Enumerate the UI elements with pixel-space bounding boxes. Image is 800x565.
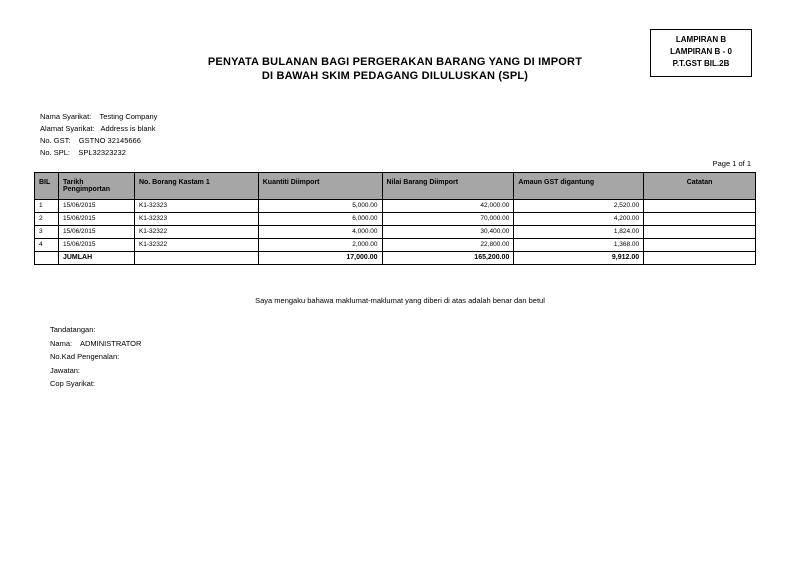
cell-amaun: 1,368.00 (514, 239, 644, 252)
total-nilai: 165,200.00 (382, 252, 514, 265)
cell-borang: K1-32323 (134, 213, 258, 226)
cell-bil: 2 (35, 213, 59, 226)
kad-pengenalan-label: No.Kad Pengenalan: (50, 352, 120, 361)
company-name-value: Testing Company (99, 112, 158, 121)
cell-nilai: 22,800.00 (382, 239, 514, 252)
total-bil-empty (35, 252, 59, 265)
report-title (160, 55, 630, 83)
cop-syarikat-label: Cop Syarikat: (50, 379, 96, 388)
table-row (35, 226, 756, 239)
header-borang: No. Borang Kastam 1 (134, 173, 258, 200)
tandatangan-label: Tandatangan: (50, 325, 96, 334)
company-address-label: Alamat Syarikat: (40, 124, 95, 133)
header-nilai: Nilai Barang Diimport (382, 173, 514, 200)
cell-catatan (644, 200, 756, 213)
cell-amaun: 4,200.00 (514, 213, 644, 226)
cell-tarikh: 15/06/2015 (58, 213, 134, 226)
cell-kuantiti: 5,000.00 (258, 200, 382, 213)
company-address-value: Address is blank (100, 124, 156, 133)
total-catatan-empty (644, 252, 756, 265)
table-header-row (35, 173, 756, 200)
total-amaun: 9,912.00 (514, 252, 644, 265)
nama-value: ADMINISTRATOR (80, 338, 142, 348)
company-name-label: Nama Syarikat: (40, 112, 92, 121)
lampiran-line3: P.T.GST BIL.2B (672, 59, 730, 68)
report-title-line1: PENYATA BULANAN BAGI PERGERAKAN BARANG YANG DI IMPORT (207, 56, 583, 68)
total-row (35, 252, 756, 265)
cell-catatan (644, 226, 756, 239)
cell-borang: K1-32322 (134, 226, 258, 239)
cell-bil: 3 (35, 226, 59, 239)
company-name-row (40, 111, 157, 123)
cell-tarikh: 15/06/2015 (58, 200, 134, 213)
cell-nilai: 42,000.00 (382, 200, 514, 213)
cell-amaun: 1,824.00 (514, 226, 644, 239)
table-row (35, 239, 756, 252)
header-amaun: Amaun GST digantung (514, 173, 644, 200)
total-borang-empty (134, 252, 258, 265)
lampiran-line1: LAMPIRAN B (675, 35, 727, 44)
cell-bil: 4 (35, 239, 59, 252)
cell-borang: K1-32322 (134, 239, 258, 252)
cell-catatan (644, 239, 756, 252)
company-address-row (40, 123, 157, 135)
import-table (34, 172, 756, 265)
company-gst-value: GSTNO 32145666 (78, 136, 141, 145)
cell-kuantiti: 6,000.00 (258, 213, 382, 226)
cell-tarikh: 15/06/2015 (58, 239, 134, 252)
cell-nilai: 70,000.00 (382, 213, 514, 226)
company-spl-label: No. SPL: (40, 148, 71, 157)
report-title-line2: DI BAWAH SKIM PEDAGANG DILULUSKAN (SPL) (261, 70, 529, 82)
cell-bil: 1 (35, 200, 59, 213)
company-spl-value: SPL32323232 (78, 148, 126, 157)
cell-kuantiti: 4,000.00 (258, 226, 382, 239)
cell-catatan (644, 213, 756, 226)
header-kuantiti: Kuantiti Diimport (258, 173, 382, 200)
cell-nilai: 30,400.00 (382, 226, 514, 239)
cell-kuantiti: 2,000.00 (258, 239, 382, 252)
page-indicator: Page 1 of 1 (712, 159, 751, 168)
lampiran-box (650, 29, 752, 77)
lampiran-line2: LAMPIRAN B - 0 (670, 47, 732, 56)
cell-borang: K1-32323 (134, 200, 258, 213)
table-row (35, 213, 756, 226)
table-row (35, 200, 756, 213)
header-bil: BIL (35, 173, 59, 200)
total-kuantiti: 17,000.00 (258, 252, 382, 265)
nama-label: Nama: (50, 338, 73, 348)
declaration-text: Saya mengaku bahawa maklumat-maklumat yang diberi di atas adalah benar dan betul (255, 296, 545, 305)
company-spl-row (40, 147, 157, 159)
company-gst-row (40, 135, 157, 147)
total-label: JUMLAH (58, 252, 134, 265)
nama-row (50, 337, 141, 351)
cell-amaun: 2,520.00 (514, 200, 644, 213)
cell-tarikh: 15/06/2015 (58, 226, 134, 239)
header-catatan: Catatan (644, 173, 756, 200)
company-info (40, 111, 157, 159)
jawatan-label: Jawatan: (50, 365, 81, 375)
header-tarikh: Tarikh Pengimportan (58, 173, 134, 200)
signature-block (50, 323, 141, 391)
company-gst-label: No. GST: (40, 136, 71, 145)
